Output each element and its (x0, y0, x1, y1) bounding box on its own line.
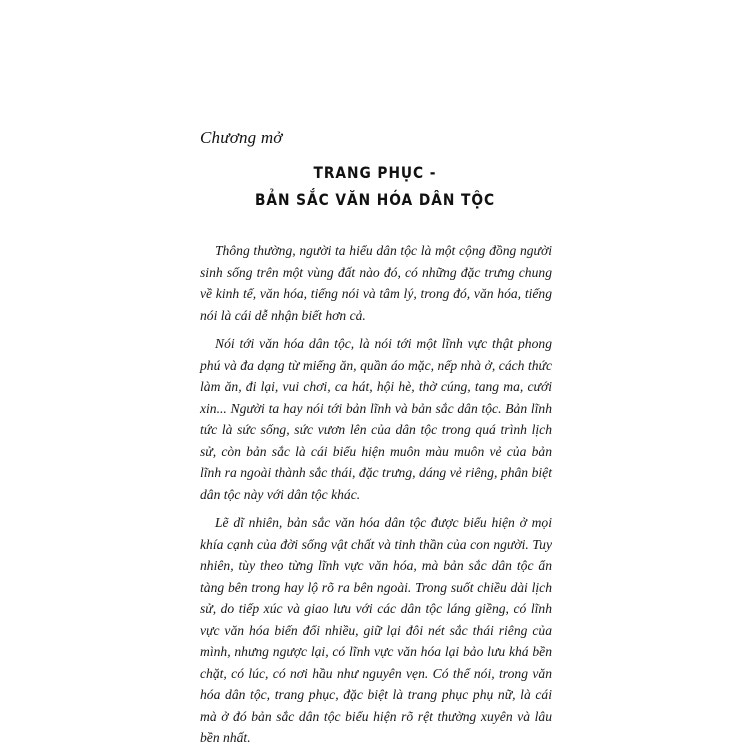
chapter-title-line-1: TRANG PHỤC - (313, 163, 437, 182)
chapter-label: Chương mở (200, 128, 283, 147)
chapter-title-line-2: BẢN SẮC VĂN HÓA DÂN TỘC (254, 190, 496, 209)
paragraph-1: Thông thường, người ta hiểu dân tộc là một cộng đồng người sinh sống trên một vùng đất nào đó, có những đặc trưng chung về kinh tế, văn hóa, tiếng nói và tâm lý, trong đó, văn hóa, tiếng nói là cái dễ nhận biết hơn cả. (200, 243, 552, 323)
body-text (200, 240, 552, 750)
paragraph-3: Lẽ dĩ nhiên, bản sắc văn hóa dân tộc được biểu hiện ở mọi khía cạnh của đời sống vật chất và tinh thần của con người. Tuy nhiên, tùy theo từng lĩnh vực văn hóa, mà bản sắc dân tộc ẩn tàng bên trong hay lộ rõ ra bên ngoài. Trong suốt chiều dài lịch sử, do tiếp xúc và giao lưu với các dân tộc láng giềng, có lĩnh vực văn hóa biến đổi nhiều, giữ lại đôi nét sắc thái riêng của mình, nhưng ngược lại, có lĩnh vực văn hóa lại bảo lưu khá bền chặt, có lúc, có nơi hầu như nguyên vẹn. Có thể nói, trong văn hóa dân tộc, trang phục, đặc biệt là trang phục phụ nữ, là cái mà ở đó bản sắc dân tộc biểu hiện rõ rệt thường xuyên và lâu bền nhất. (200, 515, 552, 745)
paragraph-2: Nói tới văn hóa dân tộc, là nói tới một lĩnh vực thật phong phú và đa dạng từ miếng ăn, quần áo mặc, nếp nhà ở, cách thức làm ăn, đi lại, vui chơi, ca hát, hội hè, thờ cúng, tang ma, cưới xin... Người ta hay nói tới bản lĩnh và bản sắc dân tộc. Bản lĩnh tức là sức sống, sức vươn lên của dân tộc trong quá trình lịch sử, còn bản sắc là cái biểu hiện muôn màu muôn vẻ của bản lĩnh ra ngoài thành sắc thái, đặc trưng, dáng vẻ riêng, phân biệt dân tộc này với dân tộc khác. (200, 336, 552, 502)
